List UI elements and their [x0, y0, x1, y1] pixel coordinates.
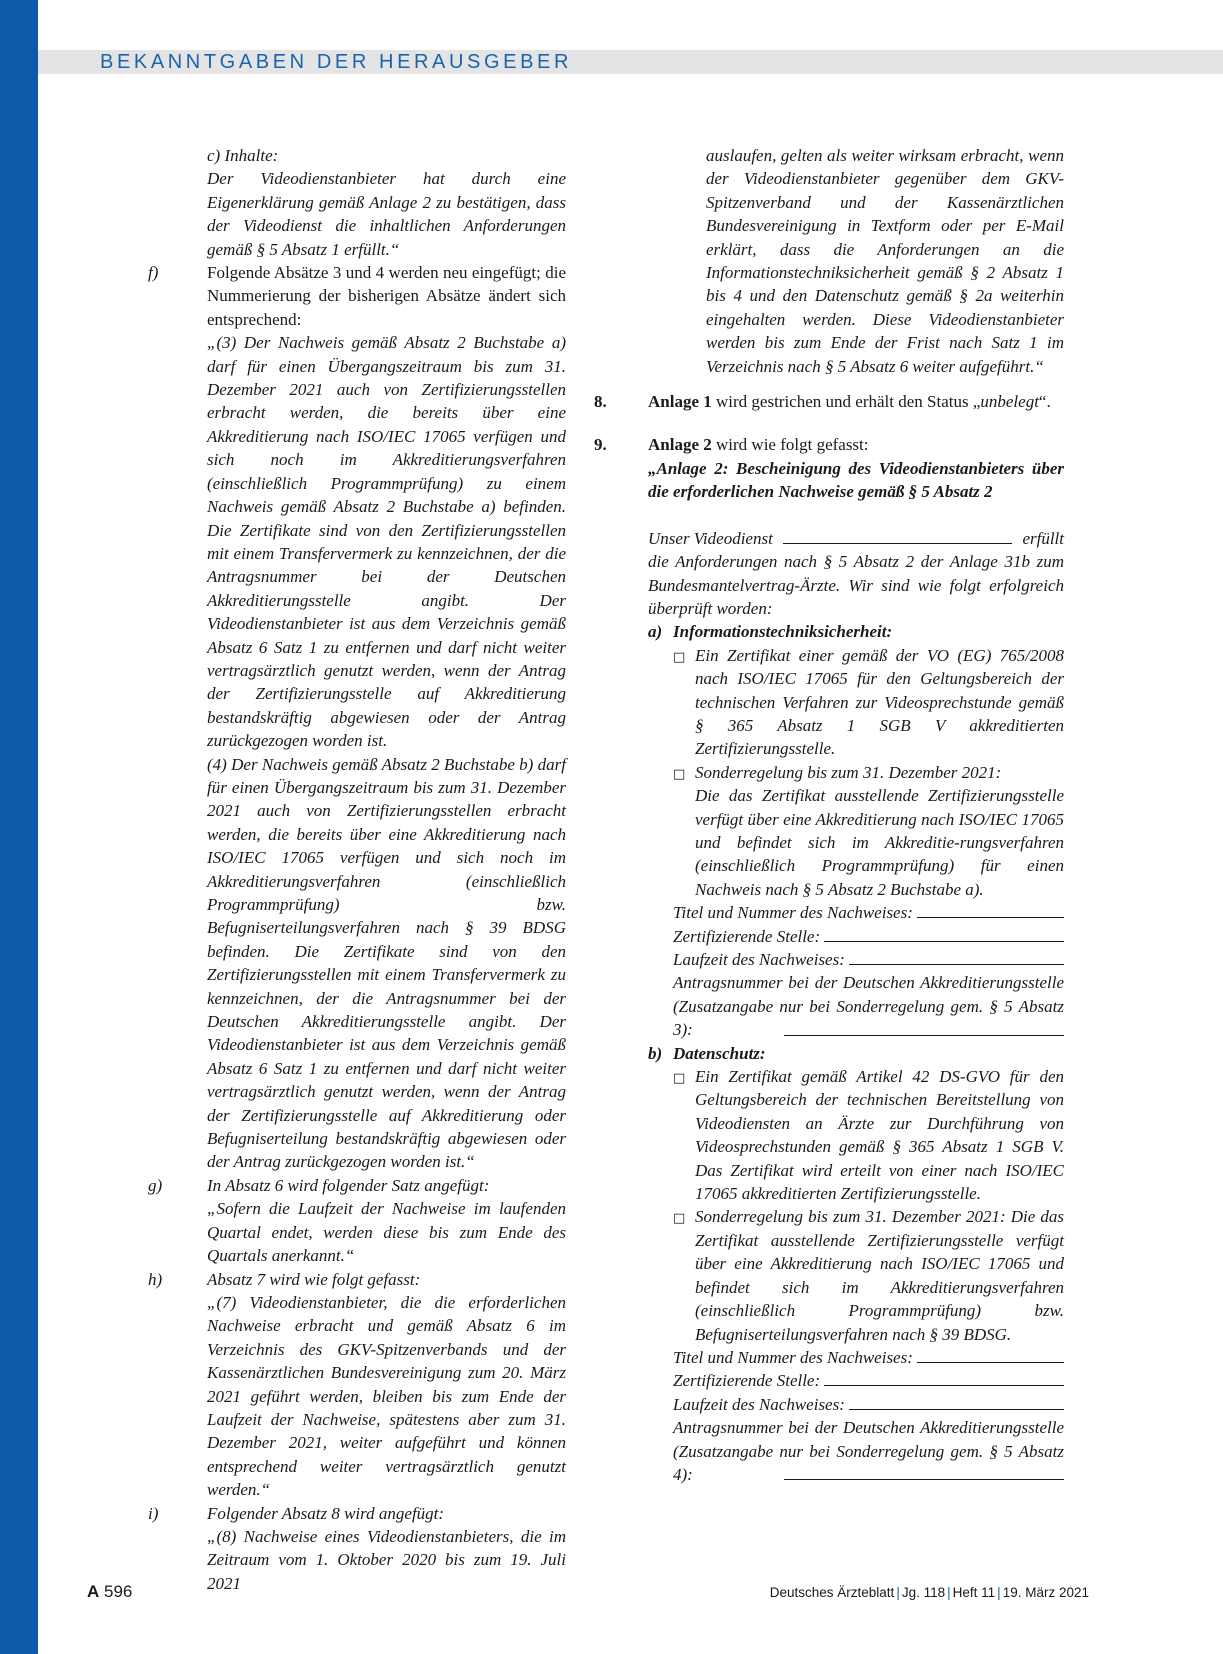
item-f-paragraph-3: „(3) Der Nachweis gemäß Absatz 2 Buchstabe a) darf für einen Übergangszeitraum bis zum 31. Dezember 2021 auch von Zertifizierungsstellen erbracht werden, die bereits über eine Akkreditierung nach ISO/IEC 17065 verfügen und sich noch im Akkreditierungsverfahren (einschließlich Programmprüfung) zu einem Nachweis gemäß Absatz 2 Buchstabe a) befinden. Die Zertifikate sind von den Zertifizierungsstellen mit einem Transfervermerk zu kennzeichnen, der die Antragsnummer bei der Deutschen Akkreditierungsstelle angibt. Der Videodienstanbieter ist aus dem Verzeichnis gemäß Absatz 6 Satz 1 zu entfernen und darf nicht weiter vertragsärztlich genutzt werden, wenn der Antrag der Zertifizierungsstelle auf Akkreditierung bestandskräftig abgewiesen oder der Antrag zurückgezogen worden ist. [207, 333, 566, 751]
section-b-option-1 [673, 1065, 1064, 1205]
separator: | [896, 1585, 900, 1600]
item-g-intro: In Absatz 6 wird folgender Satz angefügt: [207, 1175, 490, 1195]
section-a-option-2-title: Sonderregelung bis zum 31. Dezember 2021: [695, 762, 1002, 782]
item-i-text: „(8) Nachweise eines Videodienstanbieters, die im Zeitraum vom 1. Oktober 2020 bis zum 19. Juli 2021 [207, 1526, 566, 1593]
item-g [148, 1174, 566, 1268]
item-g-text: „Sofern die Laufzeit der Nachweise im laufenden Quartal endet, werden diese bis zum Ende des Quartals anerkannt.“ [207, 1199, 566, 1266]
section-b-option-1-text: Ein Zertifikat gemäß Artikel 42 DS-GVO für den Geltungsbereich der technischen Bereitstellung von Videodiensten an Ärzte zur Durchführung von Videosprechstunden gemäß § 365 Absatz 1 SGB V. Das Zertifikat wird erteilt von einer nach ISO/IEC 17065 akkreditierten Zertifizierungsstelle. [695, 1067, 1064, 1204]
titel-nummer-field[interactable] [917, 901, 1064, 918]
journal-issue: Heft 11 [952, 1585, 996, 1600]
item-f-label: f) [148, 263, 159, 283]
checkbox-icon[interactable]: □ [673, 649, 686, 665]
item-h [148, 1268, 566, 1502]
item-h-intro: Absatz 7 wird wie folgt gefasst: [207, 1269, 421, 1289]
zertifizierende-stelle-field[interactable] [824, 925, 1064, 942]
section-a [648, 620, 1064, 1041]
item-i-label: i) [148, 1503, 159, 1523]
journal-name: Deutsches Ärzteblatt [769, 1585, 895, 1600]
page-number [87, 1582, 132, 1602]
section-a-option-2-text: Die das Zertifikat ausstellende Zertifizierungsstelle verfügt über eine Akkreditierung nach ISO/IEC 17065 und befindet sich im Akkreditie-rungsverfahren (einschließlich Programmprüfung) für einen Nachweis nach § 5 Absatz 2 Buchstabe a). [695, 786, 1064, 899]
section-b-option-2 [673, 1205, 1064, 1345]
item-8-italic: unbelegt [980, 392, 1039, 412]
separator: | [947, 1585, 951, 1600]
field-label-stelle: Zertifizierende Stelle: [673, 1371, 821, 1391]
section-c-heading: c) Inhalte: [207, 146, 279, 165]
item-i-intro: Folgender Absatz 8 wird angefügt: [207, 1503, 445, 1523]
page-prefix: A [87, 1582, 100, 1601]
section-a-label: a) [648, 622, 663, 642]
zertifizierende-stelle-field[interactable] [824, 1369, 1064, 1386]
side-color-bar [0, 0, 38, 1654]
section-b [648, 1042, 1064, 1487]
item-8 [594, 390, 1064, 413]
item-8-end: “. [1038, 392, 1051, 412]
right-column [594, 144, 1064, 1486]
left-column [148, 144, 566, 1595]
section-a-title: Informationstechniksicherheit: [673, 622, 893, 642]
section-a-option-1 [673, 644, 1064, 761]
section-header-title: BEKANNTGABEN DER HERAUSGEBER [100, 51, 572, 73]
checkbox-icon[interactable]: □ [673, 1071, 686, 1087]
field-label-laufzeit: Laufzeit des Nachweises: [673, 1394, 845, 1414]
field-label-antrag: Antragsnummer bei der Deutschen Akkreditierungsstelle (Zusatzangabe nur bei Sonderregelung gem. § 5 Absatz 4): [673, 1418, 1064, 1484]
item-9-text: wird wie folgt gefasst: [711, 435, 869, 455]
annex-2-title: „Anlage 2: Bescheinigung des Videodienstanbieters über die erforderlichen Nachweise gemäß § 5 Absatz 2 [648, 458, 1064, 502]
laufzeit-field[interactable] [849, 948, 1064, 965]
section-b-title: Datenschutz: [673, 1043, 766, 1063]
journal-info [770, 1585, 1089, 1600]
unser-rest-text: die Anforderungen nach § 5 Absatz 2 der Anlage 31b zum Bundesmantelvertrag-Ärzte. Wir sind wie folgt erfolgreich überprüft worden: [648, 552, 1064, 618]
antragsnummer-field[interactable] [784, 1463, 1064, 1480]
journal-volume: Jg. 118 [901, 1585, 946, 1600]
item-8-number: 8. [594, 392, 607, 412]
item-h-text: „(7) Videodienstanbieter, die die erforderlichen Nachweise erbracht und gemäß Absatz 6 im Verzeichnis des GKV-Spitzenverbands und der Kassenärztlichen Bundesvereinigung zum 20. März 2021 geführt werden, bleiben bis zum Ende der Laufzeit der Nachweise, spätestens aber zum 31. Dezember 2021, weiter aufgeführt und können entsprechend weiter vertragsärztlich genutzt werden.“ [207, 1292, 566, 1500]
item-g-label: g) [148, 1175, 163, 1195]
item-8-bold: Anlage 1 [648, 392, 712, 412]
unser-videodienst-label: Unser Videodienst [648, 528, 773, 548]
field-label-laufzeit: Laufzeit des Nachweises: [673, 950, 845, 969]
field-label-antrag: Antragsnummer bei der Deutschen Akkreditierungsstelle (Zusatzangabe nur bei Sonderregelung gem. § 5 Absatz 3): [673, 973, 1064, 1040]
continuation-text: auslaufen, gelten als weiter wirksam erbracht, wenn der Videodienstanbieter gegenüber dem GKV-Spitzenverband und der Kassenärztlichen Bundesvereinigung in Textform oder per E-Mail erklärt, dass die Anforderungen an die Informationstechniksicherheit gemäß § 2 Absatz 1 bis 4 und den Datenschutz gemäß § 2a weiterhin eingehalten werden. Diese Videodienstanbieter werden bis zum Ende der Frist nach Satz 1 im Verzeichnis nach § 5 Absatz 6 weiter aufgeführt.“ [706, 146, 1064, 376]
field-label-stelle: Zertifizierende Stelle: [673, 926, 821, 946]
item-i [148, 1502, 566, 1596]
section-b-label: b) [648, 1043, 663, 1063]
journal-date: 19. März 2021 [1002, 1585, 1089, 1600]
antragsnummer-field[interactable] [784, 1019, 1064, 1036]
checkbox-icon[interactable]: □ [673, 766, 686, 782]
item-h-label: h) [148, 1269, 163, 1289]
field-label-titel: Titel und Nummer des Nachweises: [673, 1347, 913, 1367]
item-f-paragraph-4: (4) Der Nachweis gemäß Absatz 2 Buchstabe b) darf für einen Übergangszeitraum bis zum 31. Dezember 2021 auch von Zertifizierungsstellen erbracht werden, die bereits über eine Akkreditierung nach ISO/IEC 17065 verfügen und sich noch im Akkreditierungsverfahren (einschließlich Programmprüfung) bzw. Befugniserteilungsverfahren nach § 39 BDSG befinden. Die Zertifikate sind von den Zertifizierungsstellen mit einem Transfervermerk zu kennzeichnen, der die Antragsnummer bei der Deutschen Akkreditierungsstelle angibt. Der Videodienstanbieter ist aus dem Verzeichnis gemäß Absatz 6 Satz 1 zu entfernen und darf nicht weiter vertragsärztlich genutzt werden, wenn der Antrag der Zertifizierungsstelle auf Akkreditierung oder Befugniserteilung bestandskräftig abgewiesen oder der Antrag zurückgezogen worden ist.“ [207, 754, 566, 1172]
item-9 [594, 433, 1064, 1486]
laufzeit-field[interactable] [849, 1393, 1064, 1410]
item-8-text: wird gestrichen und erhält den Status „ [711, 392, 981, 412]
separator: | [997, 1585, 1001, 1600]
section-a-option-2 [673, 761, 1064, 901]
section-c-text: Der Videodienstanbieter hat durch eine Eigenerklärung gemäß Anlage 2 zu bestätigen, dass der Videodienst die inhaltlichen Anforderungen gemäß § 5 Absatz 1 erfüllt.“ [207, 169, 566, 259]
section-a-option-1-text: Ein Zertifikat einer gemäß der VO (EG) 765/2008 nach ISO/IEC 17065 für den Geltungsbereich der technischen Verfahren zur Videosprechstunde gemäß § 365 Absatz 1 SGB V akkreditierten Zertifizierungsstelle. [695, 645, 1064, 759]
unser-erfuellt-label: erfüllt [1022, 528, 1064, 548]
item-f-intro: Folgende Absätze 3 und 4 werden neu eingefügt; die Nummerierung der bisherigen Absätze ändert sich entsprechend: [207, 263, 566, 329]
item-f [148, 261, 566, 1174]
field-label-titel: Titel und Nummer des Nachweises: [673, 903, 913, 923]
videodienst-name-field[interactable] [783, 527, 1013, 544]
titel-nummer-field[interactable] [917, 1346, 1064, 1363]
checkbox-icon[interactable]: □ [673, 1211, 686, 1227]
page-number-value: 596 [104, 1582, 133, 1601]
item-9-bold: Anlage 2 [648, 435, 712, 455]
section-b-option-2-text: Sonderregelung bis zum 31. Dezember 2021: Die das Zertifikat ausstellende Zertifizierungsstelle verfügt über eine Akkreditierung nach ISO/IEC 17065 und befindet sich im Akkreditierungsverfahren (einschließlich Programmprüfung) bzw. Befugniserteilungsverfahren nach § 39 BDSG. [695, 1207, 1064, 1344]
item-9-number: 9. [594, 435, 607, 455]
